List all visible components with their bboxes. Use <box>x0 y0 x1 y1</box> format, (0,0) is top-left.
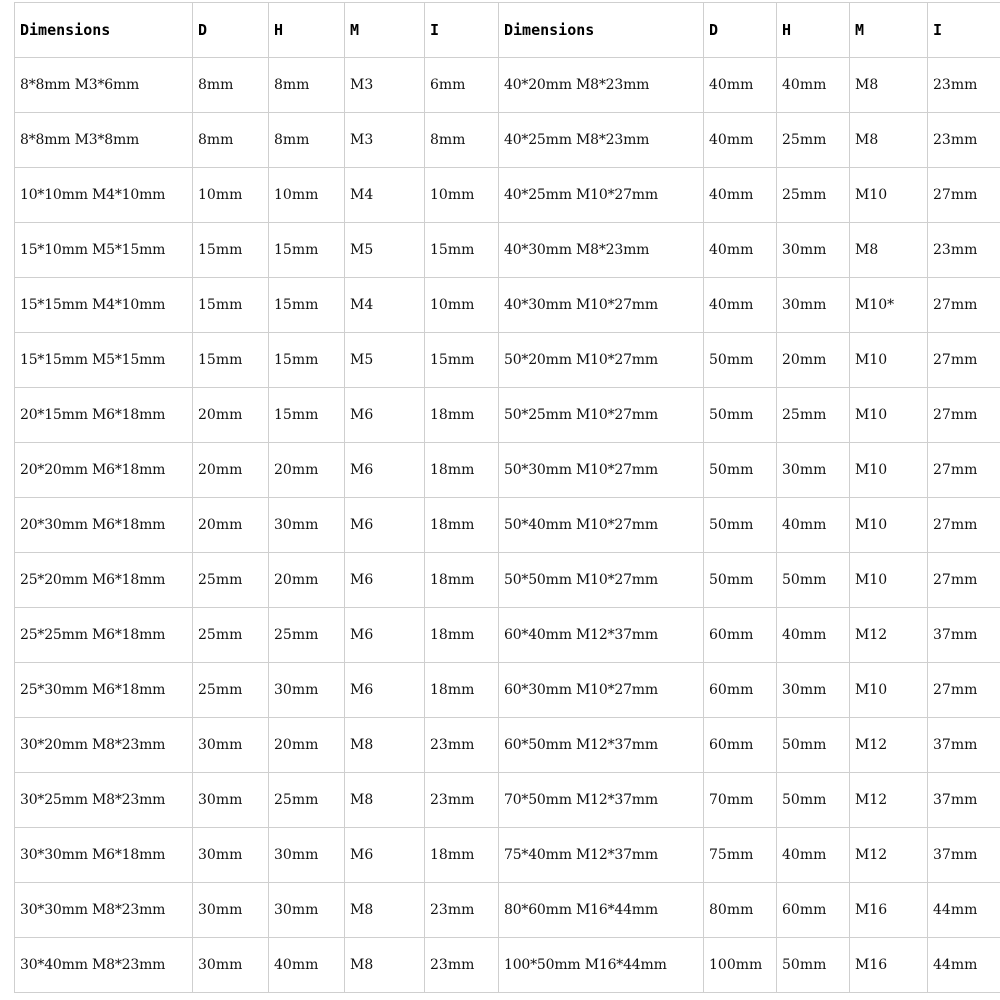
table-row <box>15 443 1000 498</box>
i-left-cell: 18mm <box>425 608 499 663</box>
header-dimensions-right: Dimensions <box>499 3 704 58</box>
i-right-cell: 27mm <box>928 553 1000 608</box>
h-left-cell: 20mm <box>269 718 345 773</box>
dimensions-right-cell: 40*25mm M8*23mm <box>499 113 704 168</box>
i-left-cell: 6mm <box>425 58 499 113</box>
h-left-cell: 15mm <box>269 278 345 333</box>
i-left-cell: 10mm <box>425 168 499 223</box>
m-right-cell: M16 <box>850 938 928 993</box>
m-right-cell: M16 <box>850 883 928 938</box>
dimensions-right-cell: 40*30mm M8*23mm <box>499 223 704 278</box>
d-right-cell: 75mm <box>704 828 777 883</box>
d-left-cell: 20mm <box>193 388 269 443</box>
d-left-cell: 15mm <box>193 333 269 388</box>
i-right-cell: 27mm <box>928 333 1000 388</box>
header-m-left: M <box>345 3 425 58</box>
h-left-cell: 20mm <box>269 553 345 608</box>
d-left-cell: 30mm <box>193 883 269 938</box>
dimensions-left-cell: 20*15mm M6*18mm <box>15 388 193 443</box>
dimensions-left-cell: 20*20mm M6*18mm <box>15 443 193 498</box>
h-left-cell: 25mm <box>269 608 345 663</box>
h-right-cell: 30mm <box>777 443 850 498</box>
d-right-cell: 70mm <box>704 773 777 828</box>
i-left-cell: 23mm <box>425 718 499 773</box>
i-left-cell: 18mm <box>425 443 499 498</box>
h-right-cell: 50mm <box>777 718 850 773</box>
header-i-left: I <box>425 3 499 58</box>
d-left-cell: 30mm <box>193 938 269 993</box>
dimensions-left-cell: 30*20mm M8*23mm <box>15 718 193 773</box>
table-body <box>15 58 1000 993</box>
h-right-cell: 50mm <box>777 773 850 828</box>
i-right-cell: 27mm <box>928 168 1000 223</box>
h-left-cell: 30mm <box>269 828 345 883</box>
d-left-cell: 30mm <box>193 773 269 828</box>
m-right-cell: M8 <box>850 58 928 113</box>
d-right-cell: 80mm <box>704 883 777 938</box>
dimensions-table <box>14 2 1000 993</box>
dimensions-right-cell: 40*30mm M10*27mm <box>499 278 704 333</box>
table-row <box>15 278 1000 333</box>
m-right-cell: M12 <box>850 608 928 663</box>
header-d-left: D <box>193 3 269 58</box>
i-right-cell: 27mm <box>928 278 1000 333</box>
dimensions-right-cell: 50*25mm M10*27mm <box>499 388 704 443</box>
i-right-cell: 27mm <box>928 388 1000 443</box>
table-row <box>15 608 1000 663</box>
header-i-right: I <box>928 3 1000 58</box>
d-right-cell: 60mm <box>704 718 777 773</box>
h-right-cell: 40mm <box>777 828 850 883</box>
table-row <box>15 388 1000 443</box>
i-left-cell: 18mm <box>425 828 499 883</box>
h-left-cell: 8mm <box>269 58 345 113</box>
table-row <box>15 938 1000 993</box>
m-left-cell: M3 <box>345 58 425 113</box>
h-right-cell: 25mm <box>777 388 850 443</box>
table-row <box>15 498 1000 553</box>
h-right-cell: 40mm <box>777 608 850 663</box>
m-left-cell: M4 <box>345 278 425 333</box>
m-left-cell: M3 <box>345 113 425 168</box>
d-left-cell: 15mm <box>193 278 269 333</box>
h-left-cell: 20mm <box>269 443 345 498</box>
d-right-cell: 50mm <box>704 333 777 388</box>
i-right-cell: 37mm <box>928 773 1000 828</box>
d-right-cell: 40mm <box>704 113 777 168</box>
i-left-cell: 15mm <box>425 223 499 278</box>
dimensions-left-cell: 25*30mm M6*18mm <box>15 663 193 718</box>
header-d-right: D <box>704 3 777 58</box>
h-left-cell: 30mm <box>269 663 345 718</box>
i-right-cell: 37mm <box>928 608 1000 663</box>
dimensions-right-cell: 50*40mm M10*27mm <box>499 498 704 553</box>
dimensions-left-cell: 15*10mm M5*15mm <box>15 223 193 278</box>
h-right-cell: 30mm <box>777 223 850 278</box>
d-left-cell: 8mm <box>193 58 269 113</box>
d-left-cell: 20mm <box>193 498 269 553</box>
m-right-cell: M10 <box>850 168 928 223</box>
d-right-cell: 60mm <box>704 663 777 718</box>
dimensions-left-cell: 8*8mm M3*8mm <box>15 113 193 168</box>
i-left-cell: 10mm <box>425 278 499 333</box>
i-right-cell: 27mm <box>928 443 1000 498</box>
dimensions-right-cell: 80*60mm M16*44mm <box>499 883 704 938</box>
i-right-cell: 37mm <box>928 828 1000 883</box>
m-right-cell: M10 <box>850 498 928 553</box>
h-left-cell: 10mm <box>269 168 345 223</box>
dimensions-right-cell: 60*40mm M12*37mm <box>499 608 704 663</box>
m-left-cell: M8 <box>345 883 425 938</box>
m-left-cell: M8 <box>345 938 425 993</box>
m-right-cell: M8 <box>850 113 928 168</box>
i-right-cell: 27mm <box>928 498 1000 553</box>
table-row <box>15 333 1000 388</box>
d-left-cell: 30mm <box>193 828 269 883</box>
d-right-cell: 40mm <box>704 168 777 223</box>
dimensions-left-cell: 30*30mm M6*18mm <box>15 828 193 883</box>
i-left-cell: 23mm <box>425 883 499 938</box>
m-left-cell: M6 <box>345 828 425 883</box>
m-left-cell: M5 <box>345 223 425 278</box>
header-row <box>15 3 1000 58</box>
i-right-cell: 37mm <box>928 718 1000 773</box>
dimensions-left-cell: 8*8mm M3*6mm <box>15 58 193 113</box>
d-left-cell: 8mm <box>193 113 269 168</box>
table-row <box>15 553 1000 608</box>
m-left-cell: M8 <box>345 718 425 773</box>
dimensions-right-cell: 50*30mm M10*27mm <box>499 443 704 498</box>
i-left-cell: 23mm <box>425 938 499 993</box>
dimensions-right-cell: 70*50mm M12*37mm <box>499 773 704 828</box>
h-right-cell: 60mm <box>777 883 850 938</box>
d-right-cell: 50mm <box>704 443 777 498</box>
d-right-cell: 40mm <box>704 223 777 278</box>
h-left-cell: 30mm <box>269 883 345 938</box>
h-right-cell: 50mm <box>777 553 850 608</box>
d-left-cell: 10mm <box>193 168 269 223</box>
i-right-cell: 23mm <box>928 58 1000 113</box>
table-row <box>15 58 1000 113</box>
dimensions-right-cell: 50*50mm M10*27mm <box>499 553 704 608</box>
d-left-cell: 15mm <box>193 223 269 278</box>
table-row <box>15 113 1000 168</box>
table-row <box>15 828 1000 883</box>
table-row <box>15 223 1000 278</box>
dimensions-left-cell: 15*15mm M4*10mm <box>15 278 193 333</box>
table-header <box>15 3 1000 58</box>
h-left-cell: 15mm <box>269 388 345 443</box>
m-left-cell: M6 <box>345 608 425 663</box>
dimensions-left-cell: 30*30mm M8*23mm <box>15 883 193 938</box>
h-left-cell: 15mm <box>269 223 345 278</box>
table-row <box>15 773 1000 828</box>
dimensions-right-cell: 75*40mm M12*37mm <box>499 828 704 883</box>
dimensions-right-cell: 50*20mm M10*27mm <box>499 333 704 388</box>
header-m-right: M <box>850 3 928 58</box>
m-left-cell: M6 <box>345 388 425 443</box>
d-right-cell: 50mm <box>704 553 777 608</box>
dimensions-left-cell: 25*20mm M6*18mm <box>15 553 193 608</box>
h-right-cell: 50mm <box>777 938 850 993</box>
i-left-cell: 18mm <box>425 663 499 718</box>
d-left-cell: 25mm <box>193 608 269 663</box>
d-left-cell: 30mm <box>193 718 269 773</box>
m-left-cell: M6 <box>345 443 425 498</box>
header-dimensions-left: Dimensions <box>15 3 193 58</box>
m-right-cell: M10 <box>850 388 928 443</box>
h-right-cell: 40mm <box>777 498 850 553</box>
d-right-cell: 60mm <box>704 608 777 663</box>
m-right-cell: M8 <box>850 223 928 278</box>
h-right-cell: 20mm <box>777 333 850 388</box>
i-right-cell: 44mm <box>928 883 1000 938</box>
d-right-cell: 100mm <box>704 938 777 993</box>
m-right-cell: M12 <box>850 773 928 828</box>
header-h-right: H <box>777 3 850 58</box>
i-right-cell: 23mm <box>928 223 1000 278</box>
m-left-cell: M6 <box>345 663 425 718</box>
m-right-cell: M10 <box>850 333 928 388</box>
dimensions-left-cell: 25*25mm M6*18mm <box>15 608 193 663</box>
m-left-cell: M8 <box>345 773 425 828</box>
table-row <box>15 168 1000 223</box>
dimensions-left-cell: 30*25mm M8*23mm <box>15 773 193 828</box>
m-left-cell: M5 <box>345 333 425 388</box>
d-right-cell: 40mm <box>704 278 777 333</box>
h-right-cell: 30mm <box>777 278 850 333</box>
h-left-cell: 40mm <box>269 938 345 993</box>
m-right-cell: M12 <box>850 718 928 773</box>
h-right-cell: 25mm <box>777 113 850 168</box>
i-left-cell: 18mm <box>425 498 499 553</box>
d-right-cell: 50mm <box>704 388 777 443</box>
i-left-cell: 18mm <box>425 553 499 608</box>
d-right-cell: 40mm <box>704 58 777 113</box>
h-right-cell: 40mm <box>777 58 850 113</box>
table-row <box>15 883 1000 938</box>
dimensions-right-cell: 100*50mm M16*44mm <box>499 938 704 993</box>
d-left-cell: 25mm <box>193 553 269 608</box>
h-left-cell: 25mm <box>269 773 345 828</box>
h-left-cell: 8mm <box>269 113 345 168</box>
h-right-cell: 30mm <box>777 663 850 718</box>
i-right-cell: 27mm <box>928 663 1000 718</box>
dimensions-left-cell: 20*30mm M6*18mm <box>15 498 193 553</box>
i-right-cell: 23mm <box>928 113 1000 168</box>
i-left-cell: 18mm <box>425 388 499 443</box>
m-right-cell: M10 <box>850 443 928 498</box>
h-right-cell: 25mm <box>777 168 850 223</box>
m-right-cell: M10 <box>850 553 928 608</box>
d-left-cell: 20mm <box>193 443 269 498</box>
header-h-left: H <box>269 3 345 58</box>
dimensions-right-cell: 60*50mm M12*37mm <box>499 718 704 773</box>
dimensions-right-cell: 60*30mm M10*27mm <box>499 663 704 718</box>
m-left-cell: M6 <box>345 498 425 553</box>
table-row <box>15 718 1000 773</box>
dimensions-right-cell: 40*20mm M8*23mm <box>499 58 704 113</box>
d-right-cell: 50mm <box>704 498 777 553</box>
d-left-cell: 25mm <box>193 663 269 718</box>
m-left-cell: M6 <box>345 553 425 608</box>
m-left-cell: M4 <box>345 168 425 223</box>
m-right-cell: M12 <box>850 828 928 883</box>
dimensions-left-cell: 30*40mm M8*23mm <box>15 938 193 993</box>
i-left-cell: 15mm <box>425 333 499 388</box>
i-left-cell: 23mm <box>425 773 499 828</box>
table-row <box>15 663 1000 718</box>
dimensions-left-cell: 10*10mm M4*10mm <box>15 168 193 223</box>
i-right-cell: 44mm <box>928 938 1000 993</box>
m-right-cell: M10* <box>850 278 928 333</box>
m-right-cell: M10 <box>850 663 928 718</box>
h-left-cell: 30mm <box>269 498 345 553</box>
dimensions-left-cell: 15*15mm M5*15mm <box>15 333 193 388</box>
i-left-cell: 8mm <box>425 113 499 168</box>
h-left-cell: 15mm <box>269 333 345 388</box>
dimensions-right-cell: 40*25mm M10*27mm <box>499 168 704 223</box>
